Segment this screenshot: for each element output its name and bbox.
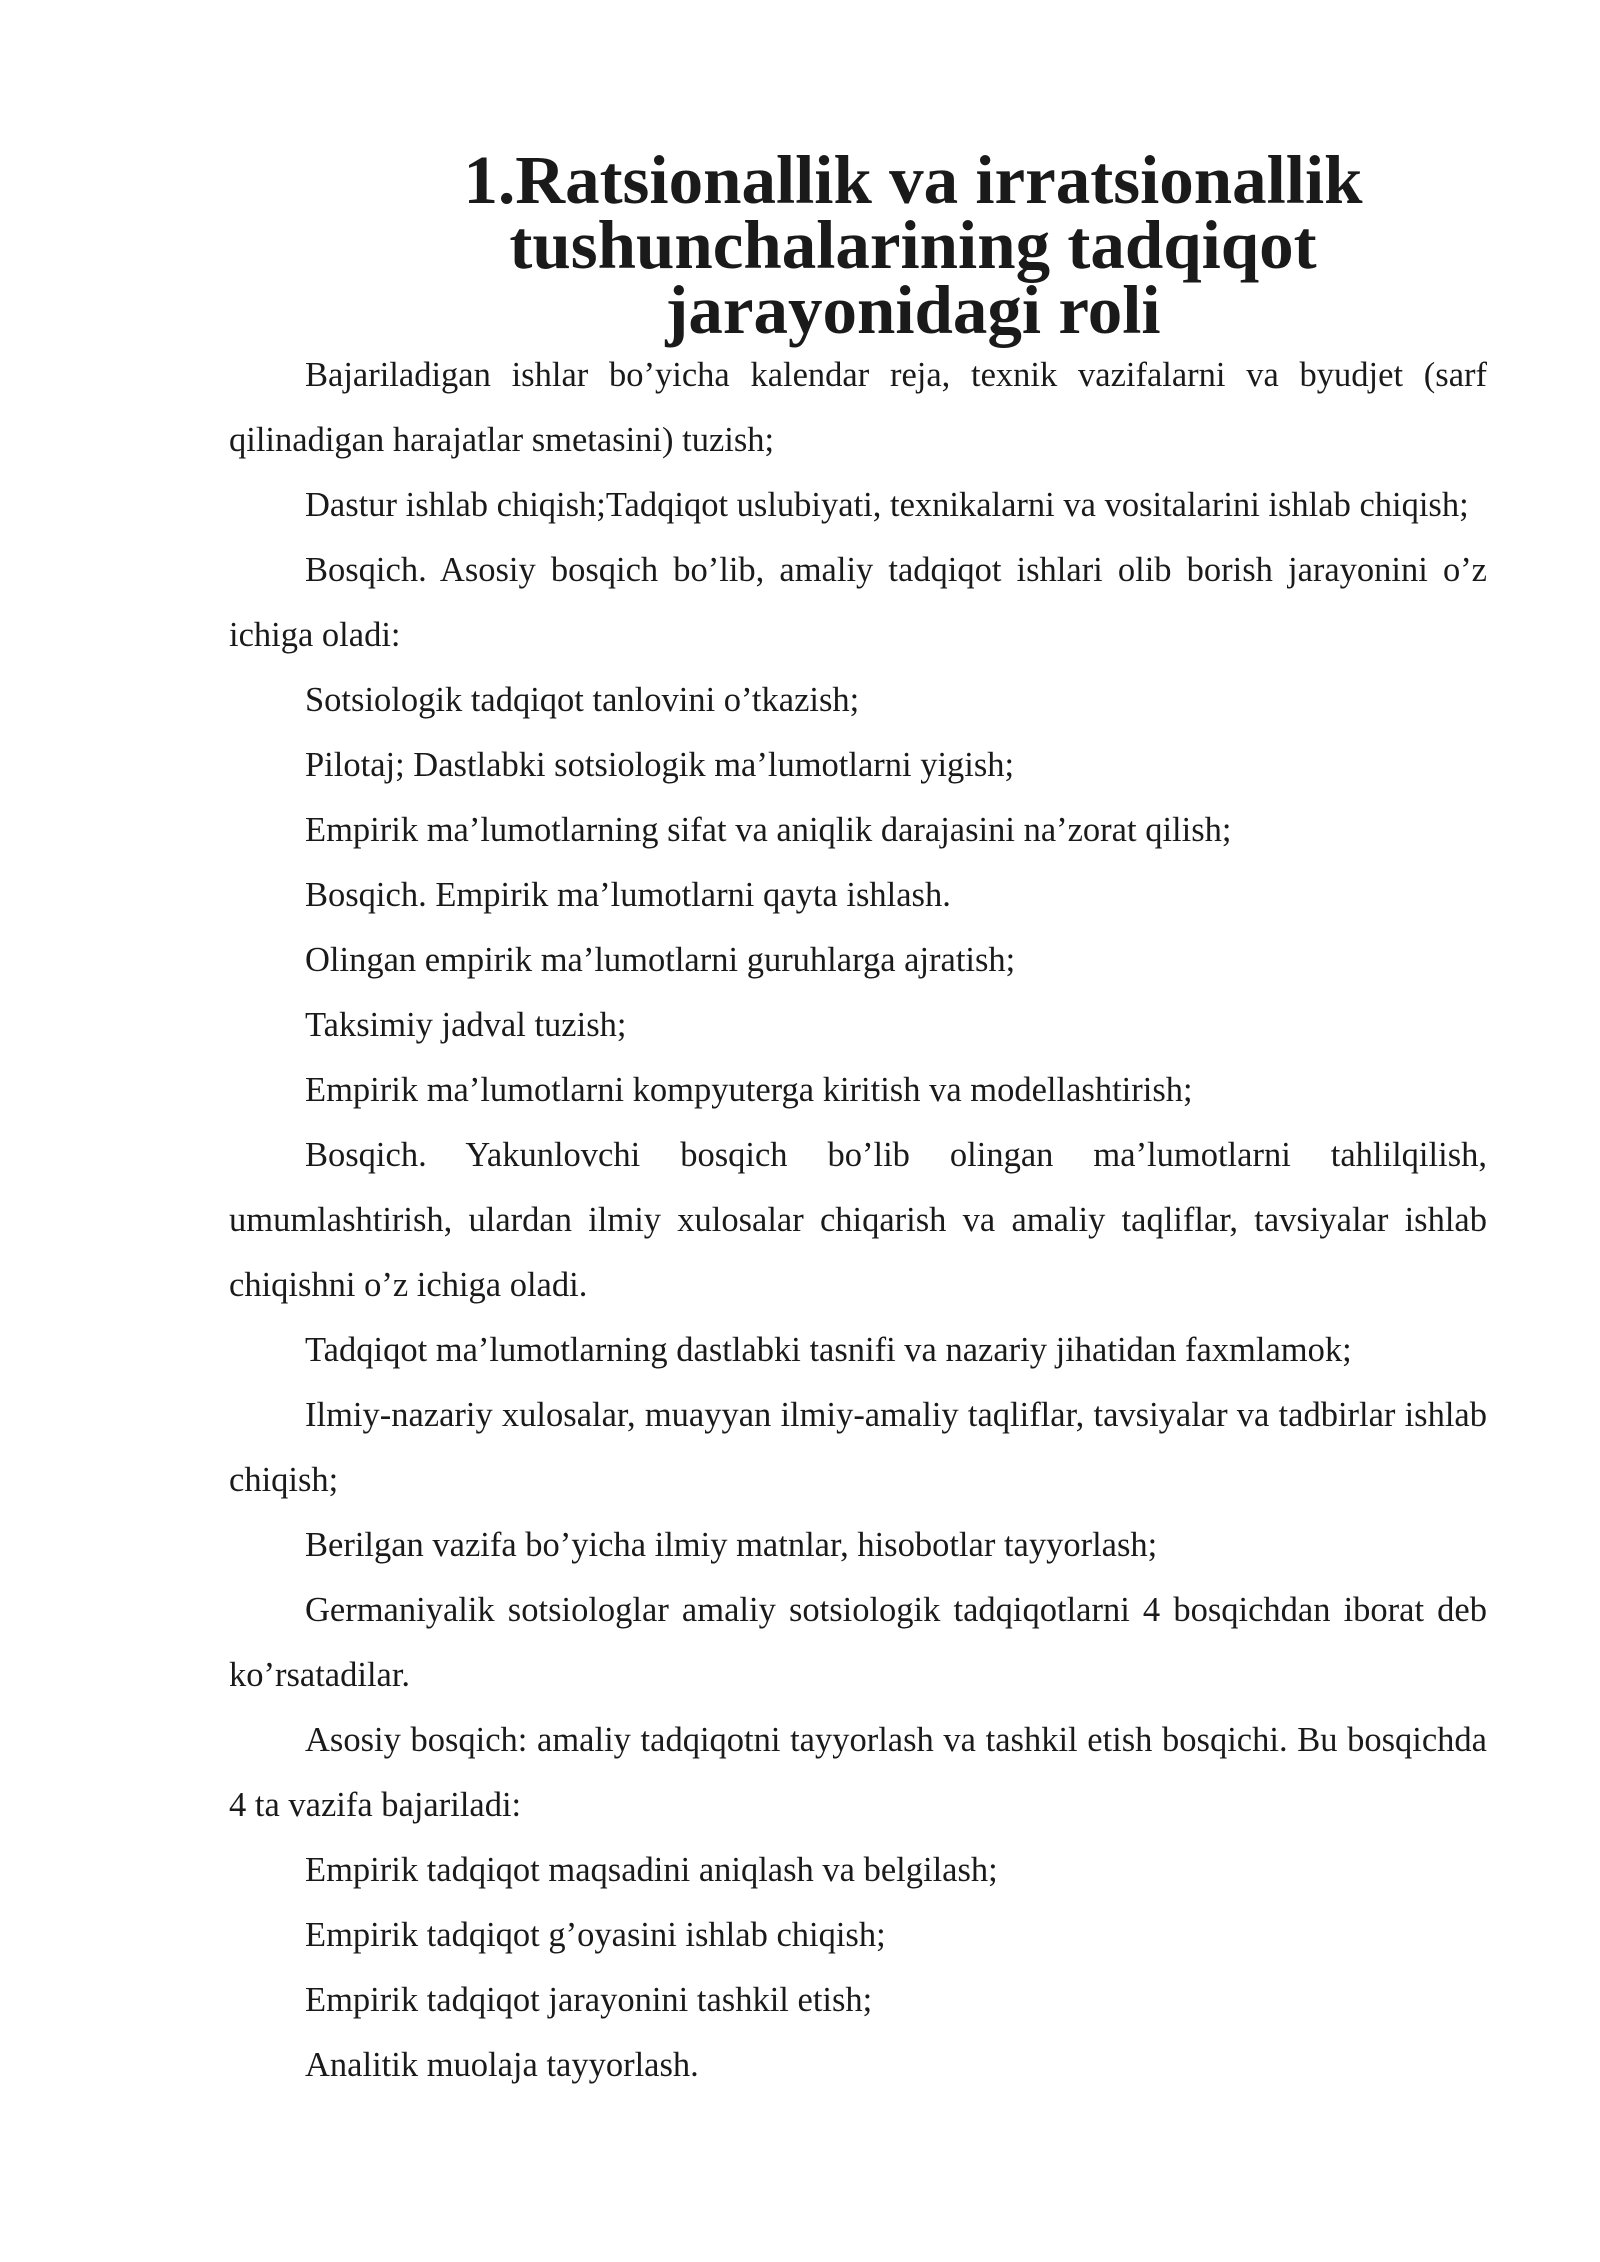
- document-title: 1.Ratsionallik va irratsionallik tushunchalarining tadqiqot jarayonidagi roli: [463, 142, 1363, 348]
- paragraph: Pilotaj; Dastlabki sotsiologik ma’lumotlarni yigish;: [305, 746, 1015, 784]
- paragraph: Empirik ma’lumotlarni kompyuterga kiritish va modellashtirish;: [305, 1071, 1193, 1109]
- paragraph: Taksimiy jadval tuzish;: [305, 1006, 627, 1044]
- document-body: [229, 142, 1487, 2098]
- paragraph: Ilmiy-nazariy xulosalar, muayyan ilmiy-amaliy taqliflar, tavsiyalar va tadbirlar ishlab chiqish;: [229, 1396, 1487, 1499]
- paragraph: Bosqich. Empirik ma’lumotlarni qayta ishlash.: [305, 876, 951, 914]
- paragraph: Empirik tadqiqot jarayonini tashkil etish;: [305, 1981, 873, 2019]
- paragraph: Asosiy bosqich: amaliy tadqiqotni tayyorlash va tashkil etish bosqichi. Bu bosqichda 4 ta vazifa bajariladi:: [229, 1721, 1487, 1824]
- paragraph: Analitik muolaja tayyorlash.: [305, 2046, 699, 2084]
- paragraph: Berilgan vazifa bo’yicha ilmiy matnlar, hisobotlar tayyorlash;: [305, 1526, 1158, 1564]
- paragraph: Dastur ishlab chiqish;Tadqiqot uslubiyati, texnikalarni va vositalarini ishlab chiqish;: [305, 486, 1469, 524]
- paragraph: Sotsiologik tadqiqot tanlovini o’tkazish;: [305, 681, 860, 719]
- paragraph: Empirik ma’lumotlarning sifat va aniqlik darajasini na’zorat qilish;: [305, 811, 1232, 849]
- paragraph: Empirik tadqiqot maqsadini aniqlash va belgilash;: [305, 1851, 998, 1889]
- paragraph: Bosqich. Asosiy bosqich bo’lib, amaliy tadqiqot ishlari olib borish jarayonini o’z ichiga oladi:: [229, 551, 1487, 654]
- paragraph: Olingan empirik ma’lumotlarni guruhlarga ajratish;: [305, 941, 1016, 979]
- paragraph: Tadqiqot ma’lumotlarning dastlabki tasnifi va nazariy jihatidan faxmlamok;: [305, 1331, 1352, 1369]
- paragraph: Germaniyalik sotsiologlar amaliy sotsiologik tadqiqotlarni 4 bosqichdan iborat deb ko’rsatadilar.: [229, 1591, 1487, 1694]
- paragraph: Bosqich. Yakunlovchi bosqich bo’lib olingan ma’lumotlarni tahlilqilish, umumlashtirish, ulardan ilmiy xulosalar chiqarish va amaliy taqliflar, tavsiyalar ishlab chiqishni o’z ichiga oladi.: [229, 1136, 1487, 1304]
- paragraph: Bajariladigan ishlar bo’yicha kalendar reja, texnik vazifalarni va byudjet (sarf qilinadigan harajatlar smetasini) tuzish;: [229, 356, 1487, 459]
- paragraph: Empirik tadqiqot g’oyasini ishlab chiqish;: [305, 1916, 886, 1954]
